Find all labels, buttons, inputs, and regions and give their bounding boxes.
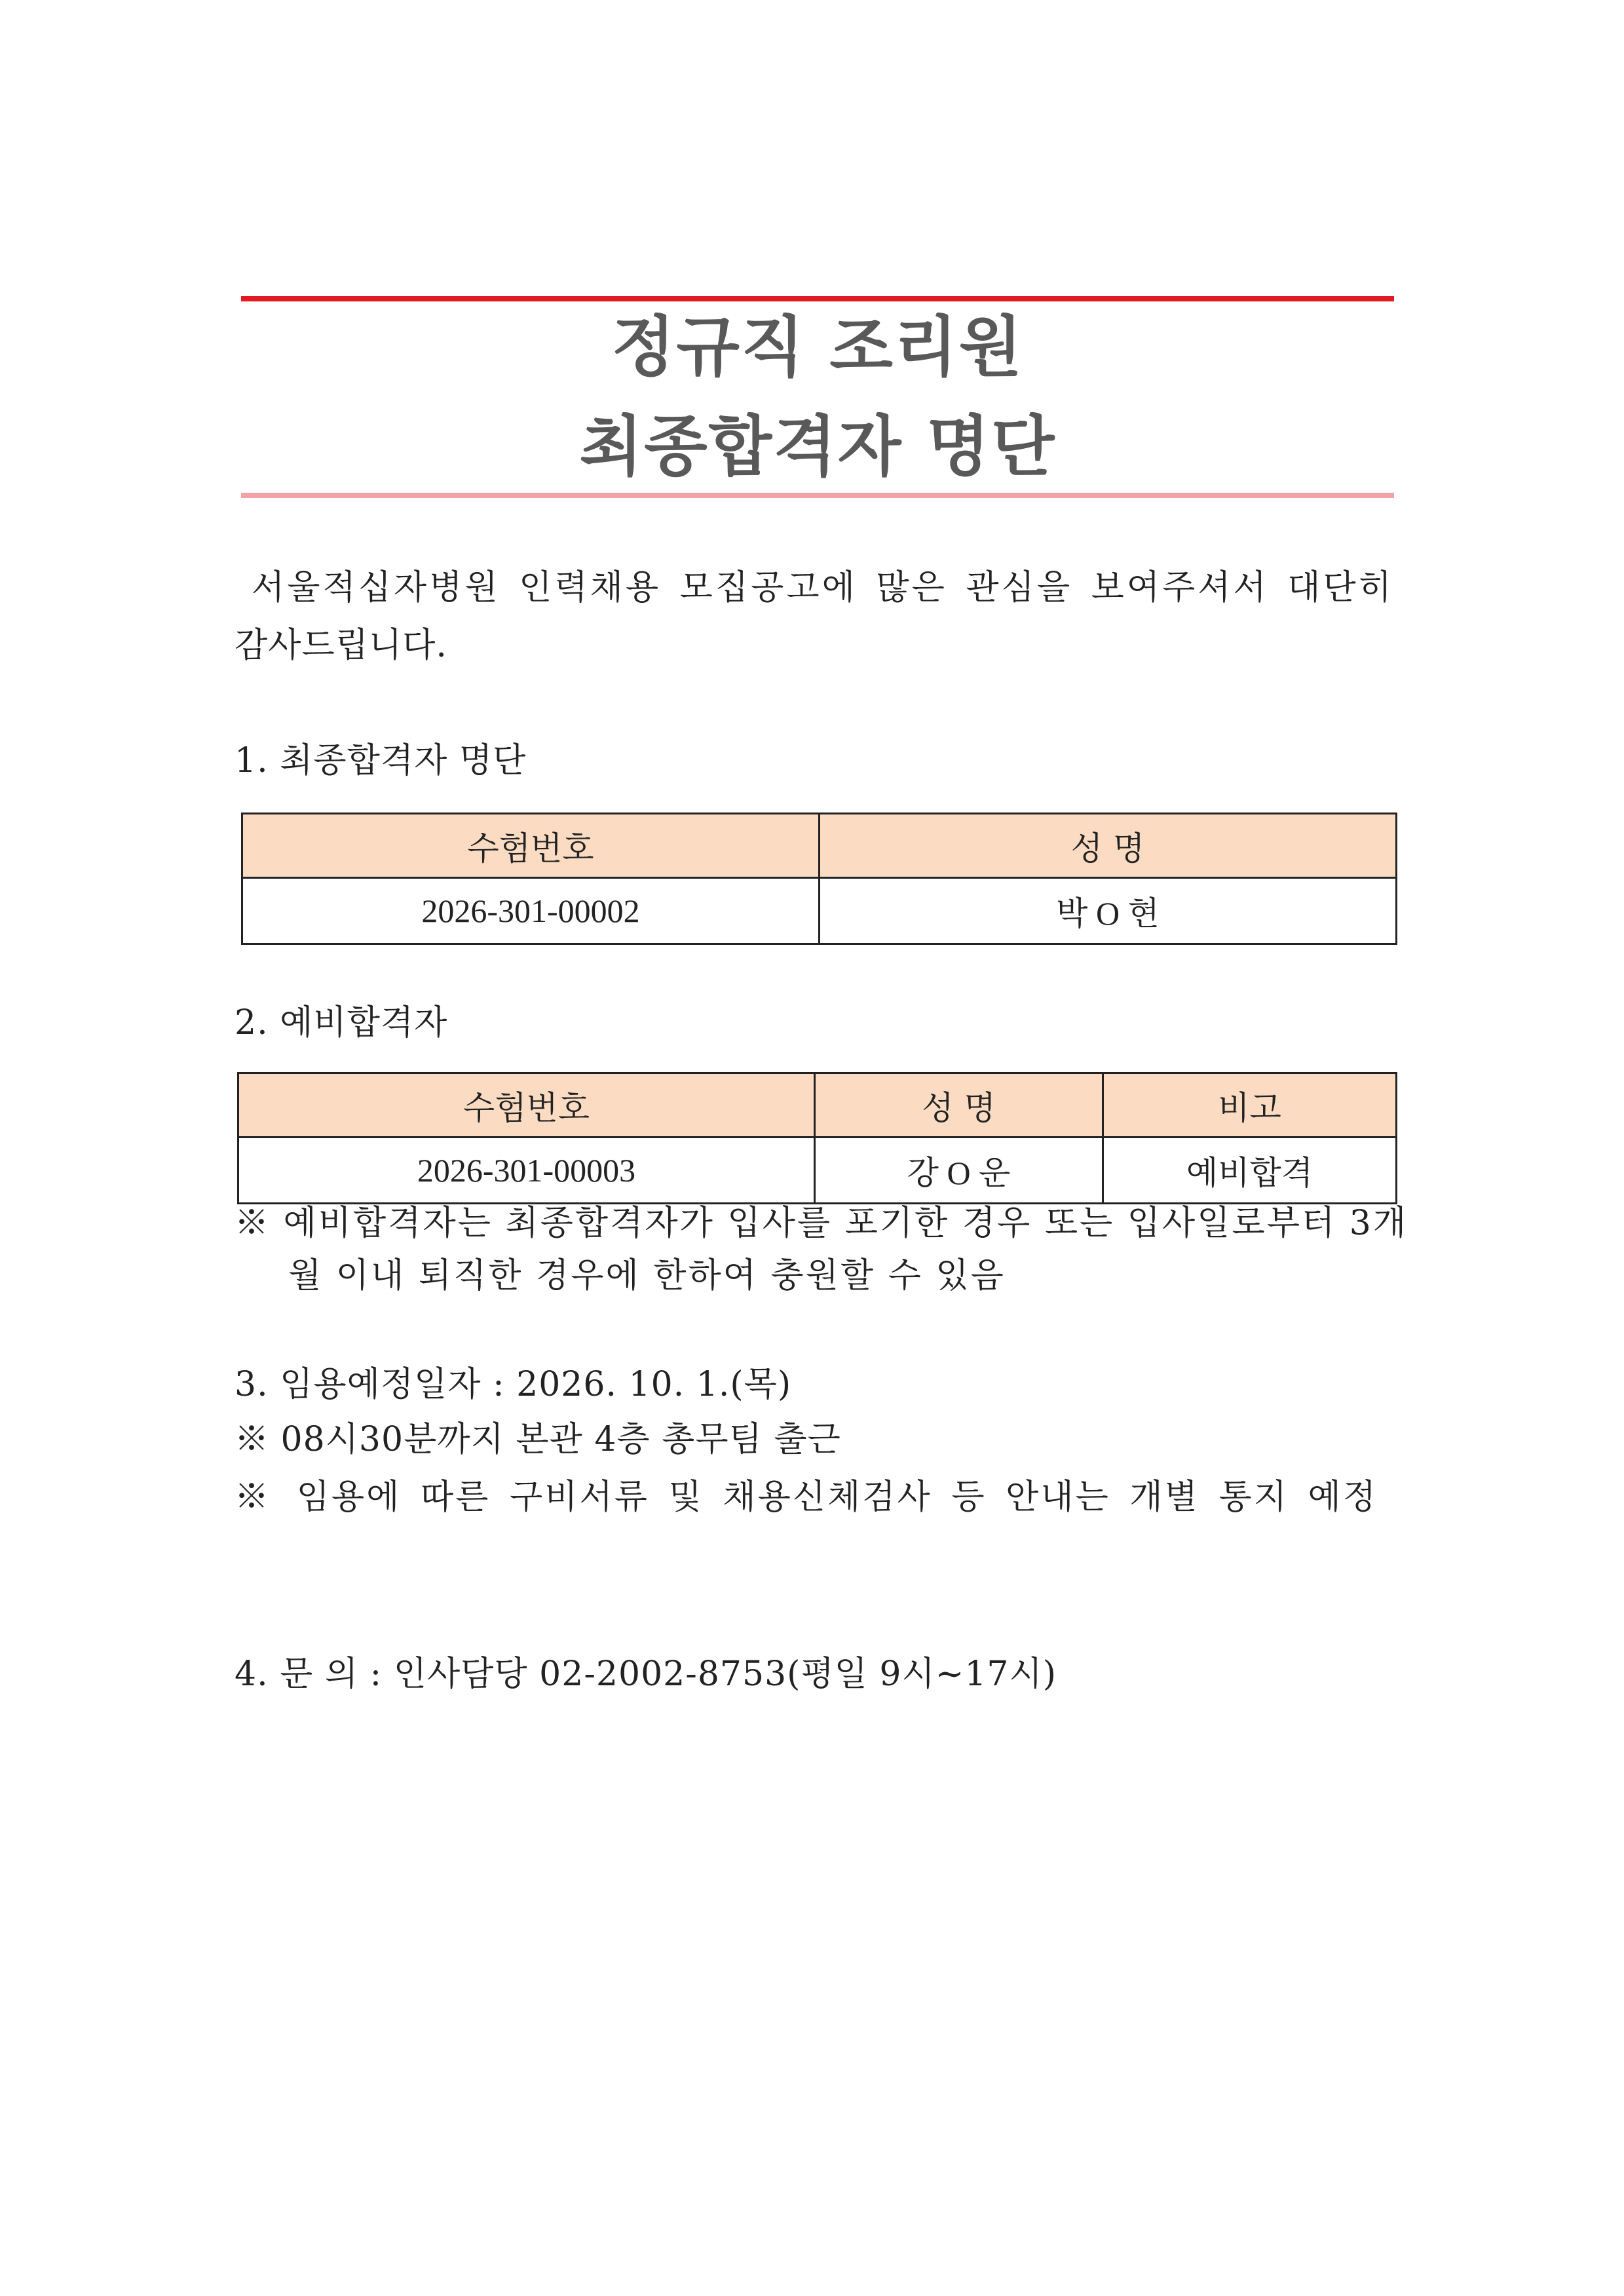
cell-name: 강 O 운: [815, 1138, 1103, 1204]
title-bottom-rule: [241, 493, 1394, 498]
documents-note: ※ 임용에 따른 구비서류 및 채용신체검사 등 안내는 개별 통지 예정: [235, 1478, 1378, 1517]
section2-heading: 2. 예비합격자: [235, 1003, 448, 1043]
cell-remarks: 예비합격: [1103, 1138, 1397, 1204]
cell-name: 박 O 현: [820, 878, 1397, 944]
title-top-rule: [241, 296, 1394, 301]
column-header-exam-number: 수험번호: [242, 814, 820, 878]
column-header-name: 성 명: [820, 814, 1397, 878]
contact-info: 4. 문 의 : 인사담당 02-2002-8753(평일 9시~17시): [235, 1655, 1057, 1694]
reporting-note: ※ 08시30분까지 본관 4층 총무팀 출근: [235, 1420, 841, 1459]
column-header-remarks: 비고: [1103, 1073, 1397, 1138]
section1-heading: 1. 최종합격자 명단: [235, 741, 527, 780]
page-title-line2: 최종합격자 명단: [579, 408, 1056, 485]
reserve-passers-table: [237, 1072, 1397, 1204]
cell-exam-number: 2026-301-00002: [242, 878, 820, 944]
cell-exam-number: 2026-301-00003: [238, 1138, 815, 1204]
reserve-note-line2: 월 이내 퇴직한 경우에 한하여 충원할 수 있음: [288, 1256, 1006, 1295]
page-title-line1: 정규직 조리원: [611, 309, 1024, 385]
intro-text-line2: 감사드립니다.: [235, 626, 447, 665]
final-passers-table: [241, 813, 1397, 945]
column-header-exam-number: 수험번호: [238, 1073, 815, 1138]
column-header-name: 성 명: [815, 1073, 1103, 1138]
appointment-date: 3. 임용예정일자 : 2026. 10. 1.(목): [235, 1365, 792, 1404]
table-row: [238, 1138, 1397, 1204]
intro-text-line1: 서울적십자병원 인력채용 모집공고에 많은 관심을 보여주셔서 대단히: [252, 568, 1394, 607]
table-header-row: [242, 814, 1397, 878]
table-header-row: [238, 1073, 1397, 1138]
table-row: [242, 878, 1397, 944]
reserve-note-line1: ※ 예비합격자는 최종합격자가 입사를 포기한 경우 또는 입사일로부터 3개: [235, 1204, 1408, 1243]
